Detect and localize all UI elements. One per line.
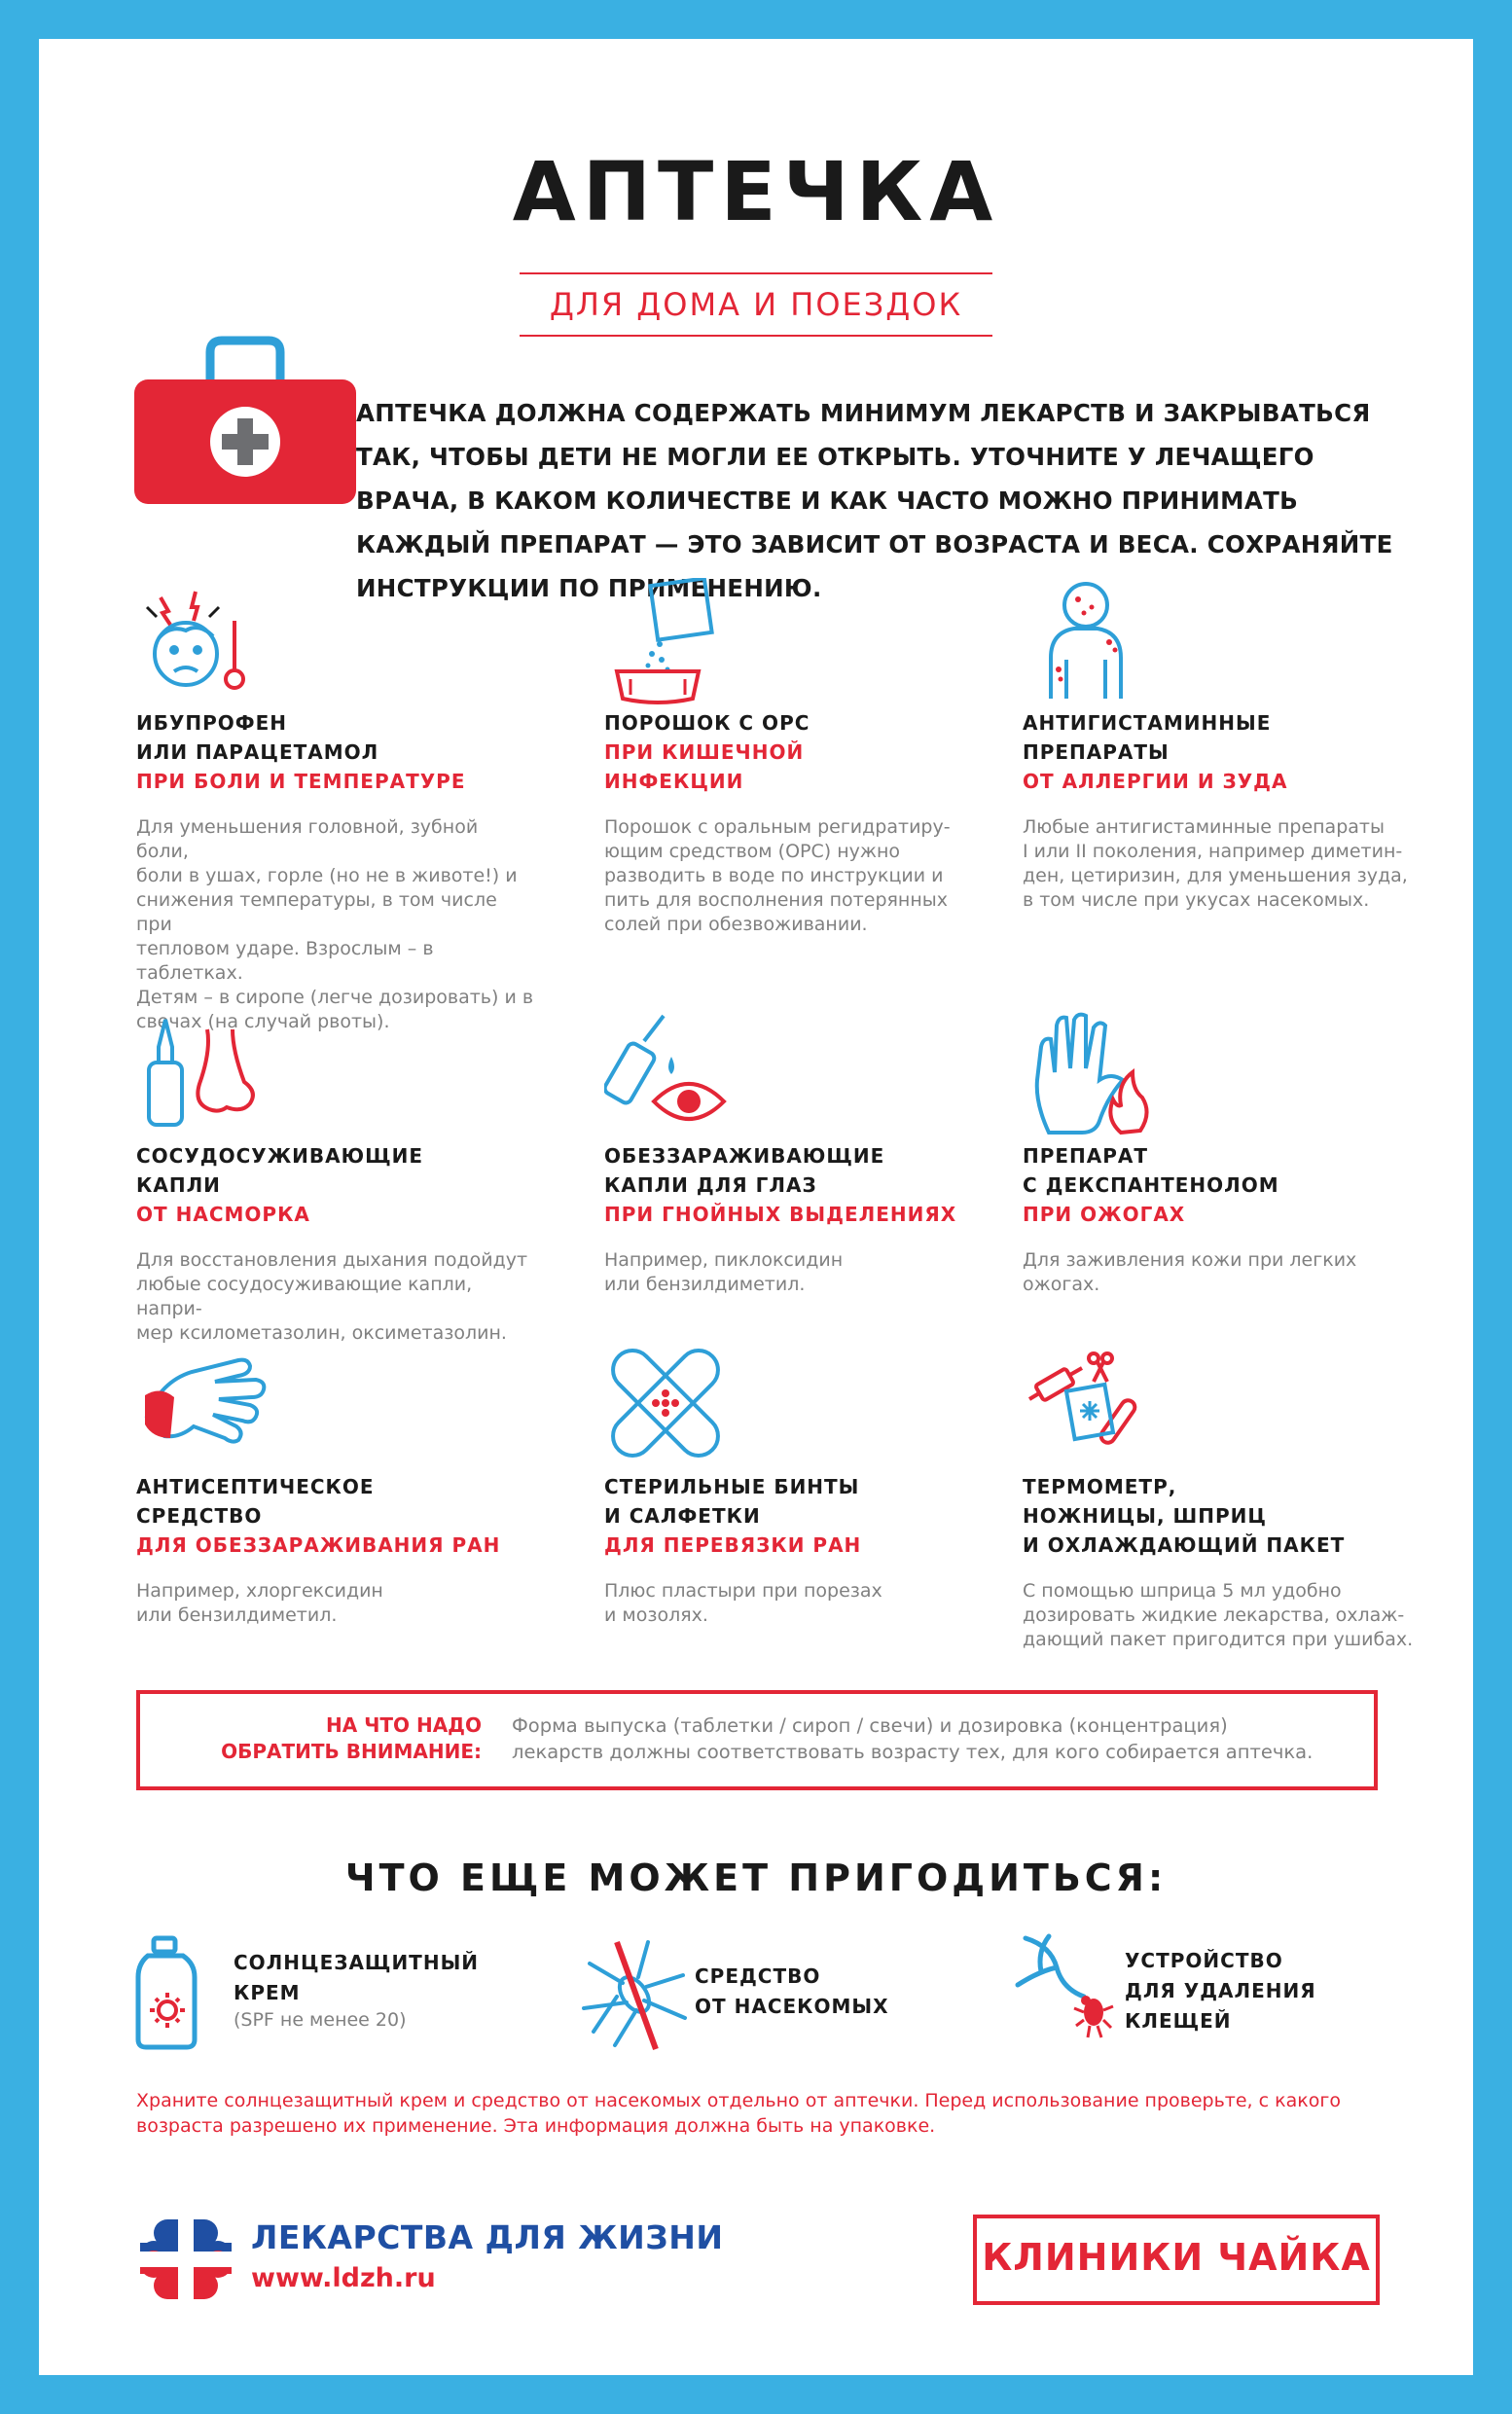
crossed-bandages-icon <box>604 1343 740 1469</box>
medicine-item-name-line: СОСУДОСУЖИВАЮЩИЕ <box>136 1144 424 1168</box>
chaika-logo-text: КЛИНИКИ ЧАЙКА <box>982 2236 1371 2279</box>
medicine-item-name-line: ИЛИ ПАРАЦЕТАМОЛ <box>136 740 379 764</box>
medicine-item-purpose-line: ОТ НАСМОРКА <box>136 1203 310 1226</box>
medicine-item-name-line: АНТИСЕПТИЧЕСКОЕ <box>136 1475 375 1498</box>
subtitle-rule-bottom <box>520 335 992 337</box>
ldzh-brand-name: ЛЕКАРСТВА ДЛЯ ЖИЗНИ <box>251 2218 724 2256</box>
page-title: АПТЕЧКА <box>512 144 1000 239</box>
medicine-item-description: С помощью шприца 5 мл удобно дозировать жидкие лекарства, охлаж- дающий пакет пригодится при ушибах. <box>1023 1580 1414 1650</box>
medicine-item-name-line: КАПЛИ ДЛЯ ГЛАЗ <box>604 1173 817 1197</box>
medicine-item-title <box>604 708 974 796</box>
medicine-item-name-line: ОБЕЗЗАРАЖИВАЮЩИЕ <box>604 1144 885 1168</box>
wounded-hand-icon <box>136 1343 272 1469</box>
medical-tools-icon <box>1023 1343 1159 1469</box>
intro-text: АПТЕЧКА ДОЛЖНА СОДЕРЖАТЬ МИНИМУМ ЛЕКАРСТВ И ЗАКРЫВАТЬСЯ ТАК, ЧТОБЫ ДЕТИ НЕ МОГЛИ ЕЕ ОТКРЫТЬ. УТОЧНИТЕ У ЛЕЧАЩЕГО ВРАЧА, В КАКОМ КОЛИЧЕСТВЕ И КАК ЧАСТО МОЖНО ПРИНИМАТЬ КАЖДЫЙ ПРЕПАРАТ — ЭТО ЗАВИСИТ ОТ ВОЗРАСТА И ВЕСА. СОХРАНЯЙТЕ ИНСТРУКЦИИ ПО ПРИМЕНЕНИЮ. <box>356 399 1393 602</box>
subtitle-rule-top <box>520 272 992 274</box>
extra-item-sunscreen-title: СОЛНЦЕЗАЩИТНЫЙ КРЕМ <box>234 1951 480 2004</box>
medicine-item-purpose-line: ПРИ КИШЕЧНОЙ <box>604 740 805 764</box>
medicine-item-title <box>604 1472 974 1560</box>
medicine-item-purpose-line: ИНФЕКЦИИ <box>604 770 744 793</box>
medicine-item-name-line: И САЛФЕТКИ <box>604 1504 761 1528</box>
medicine-item-name-line: ПРЕПАРАТЫ <box>1023 740 1170 764</box>
medicine-item-name-line: ПРЕПАРАТ <box>1023 1144 1149 1168</box>
medicine-item-name-line: НОЖНИЦЫ, ШПРИЦ <box>1023 1504 1267 1528</box>
powder-sachet-icon <box>604 578 740 704</box>
medicine-item-title <box>1023 1472 1392 1560</box>
medicine-item-name-line: ПОРОШОК С ОРС <box>604 711 810 735</box>
medicine-item-name-line: ИБУПРОФЕН <box>136 711 288 735</box>
medicine-item-description: Для заживления кожи при легких ожогах. <box>1023 1249 1357 1295</box>
extra-item-sunscreen-note: (SPF не менее 20) <box>234 2009 407 2031</box>
ldzh-website-link[interactable]: www.ldzh.ru <box>251 2263 436 2293</box>
medicine-item-description: Например, пиклоксидин или бензилдиметил. <box>604 1249 844 1295</box>
medicine-item-name-line: И ОХЛАЖДАЮЩИЙ ПАКЕТ <box>1023 1533 1346 1557</box>
medicine-item-name-line: ТЕРМОМЕТР, <box>1023 1475 1177 1498</box>
first-aid-kit-icon <box>132 333 358 506</box>
nasal-spray-icon <box>136 1012 272 1138</box>
medicine-item-title <box>1023 708 1392 796</box>
medicine-item-description: Для восстановления дыхания подойдут любые сосудосуживающие капли, напри- мер ксилометазолин, оксиметазолин. <box>136 1249 528 1344</box>
extra-item-repellent-title: СРЕДСТВО ОТ НАСЕКОМЫХ <box>695 1964 889 2018</box>
medicine-item-title <box>1023 1141 1392 1229</box>
medicine-item-description: Например, хлоргексидин или бензилдиметил. <box>136 1580 383 1626</box>
medicine-item-title <box>136 1472 506 1560</box>
medicine-item-title <box>136 708 506 796</box>
extras-heading: ЧТО ЕЩЕ МОЖЕТ ПРИГОДИТЬСЯ: <box>344 1856 1168 1899</box>
storage-note: Храните солнцезащитный крем и средство от насекомых отдельно от аптечки. Перед использование проверьте, с какого возраста разрешено их применение. Эта информация должна быть на упаковке. <box>136 2090 1341 2137</box>
poster-sheet <box>39 39 1473 2375</box>
medicine-item-title <box>604 1141 974 1229</box>
medicine-item-description: Любые антигистаминные препараты I или II поколения, например диметин- ден, цетиризин, для уменьшения зуда, в том числе при укусах насекомых. <box>1023 816 1408 911</box>
notice-label: НА ЧТО НАДО ОБРАТИТЬ ВНИМАНИЕ: <box>221 1713 482 1763</box>
medicine-item-purpose-line: ОТ АЛЛЕРГИИ И ЗУДА <box>1023 770 1288 793</box>
notice-text: Форма выпуска (таблетки / сироп / свечи) и дозировка (концентрация) лекарств должны соответствовать возрасту тех, для кого собирается аптечка. <box>512 1714 1314 1763</box>
sunscreen-bottle-icon <box>132 1934 249 2051</box>
medicine-item-title <box>136 1141 506 1229</box>
page-subtitle: ДЛЯ ДОМА И ПОЕЗДОК <box>549 286 963 323</box>
fever-thermometer-icon <box>136 578 272 704</box>
medicine-item-purpose-line: ДЛЯ ОБЕЗЗАРАЖИВАНИЯ РАН <box>136 1533 501 1557</box>
medicine-item-name-line: КАПЛИ <box>136 1173 221 1197</box>
insect-repellent-icon <box>576 1936 693 2053</box>
medicine-item-purpose-line: ДЛЯ ПЕРЕВЯЗКИ РАН <box>604 1533 862 1557</box>
medicine-item-name-line: АНТИГИСТАМИННЫЕ <box>1023 711 1272 735</box>
allergy-rash-icon <box>1023 578 1159 704</box>
medicine-item-name-line: С ДЕКСПАНТЕНОЛОМ <box>1023 1173 1279 1197</box>
extra-item-tick-remover-title: УСТРОЙСТВО ДЛЯ УДАЛЕНИЯ КЛЕЩЕЙ <box>1125 1949 1316 2033</box>
medicine-item-purpose-line: ПРИ ГНОЙНЫХ ВЫДЕЛЕНИЯХ <box>604 1203 957 1226</box>
eye-drops-icon <box>604 1012 740 1138</box>
medicine-item-name-line: СРЕДСТВО <box>136 1504 263 1528</box>
tick-remover-icon <box>1012 1932 1129 2049</box>
medicine-item-purpose-line: ПРИ БОЛИ И ТЕМПЕРАТУРЕ <box>136 770 466 793</box>
medicine-item-name-line: СТЕРИЛЬНЫЕ БИНТЫ <box>604 1475 860 1498</box>
medicine-item-description: Плюс пластыри при порезах и мозолях. <box>604 1580 882 1626</box>
medicine-item-purpose-line: ПРИ ОЖОГАХ <box>1023 1203 1186 1226</box>
burned-hand-icon <box>1023 1012 1159 1138</box>
medicine-item-description: Порошок с оральным регидратиру- ющим средством (ОРС) нужно разводить в воде по инструкции и пить для восполнения потерянных солей при обезвоживании. <box>604 816 951 935</box>
medicine-item-description: Для уменьшения головной, зубной боли, боли в ушах, горле (но не в животе!) и снижения температуры, в том числе при тепловом ударе. Взрослым – в таблетках. Детям – в сиропе (легче дозировать) и в свечах (на случай рвоты). <box>136 816 534 1032</box>
ldzh-cross-logo <box>132 2204 239 2311</box>
